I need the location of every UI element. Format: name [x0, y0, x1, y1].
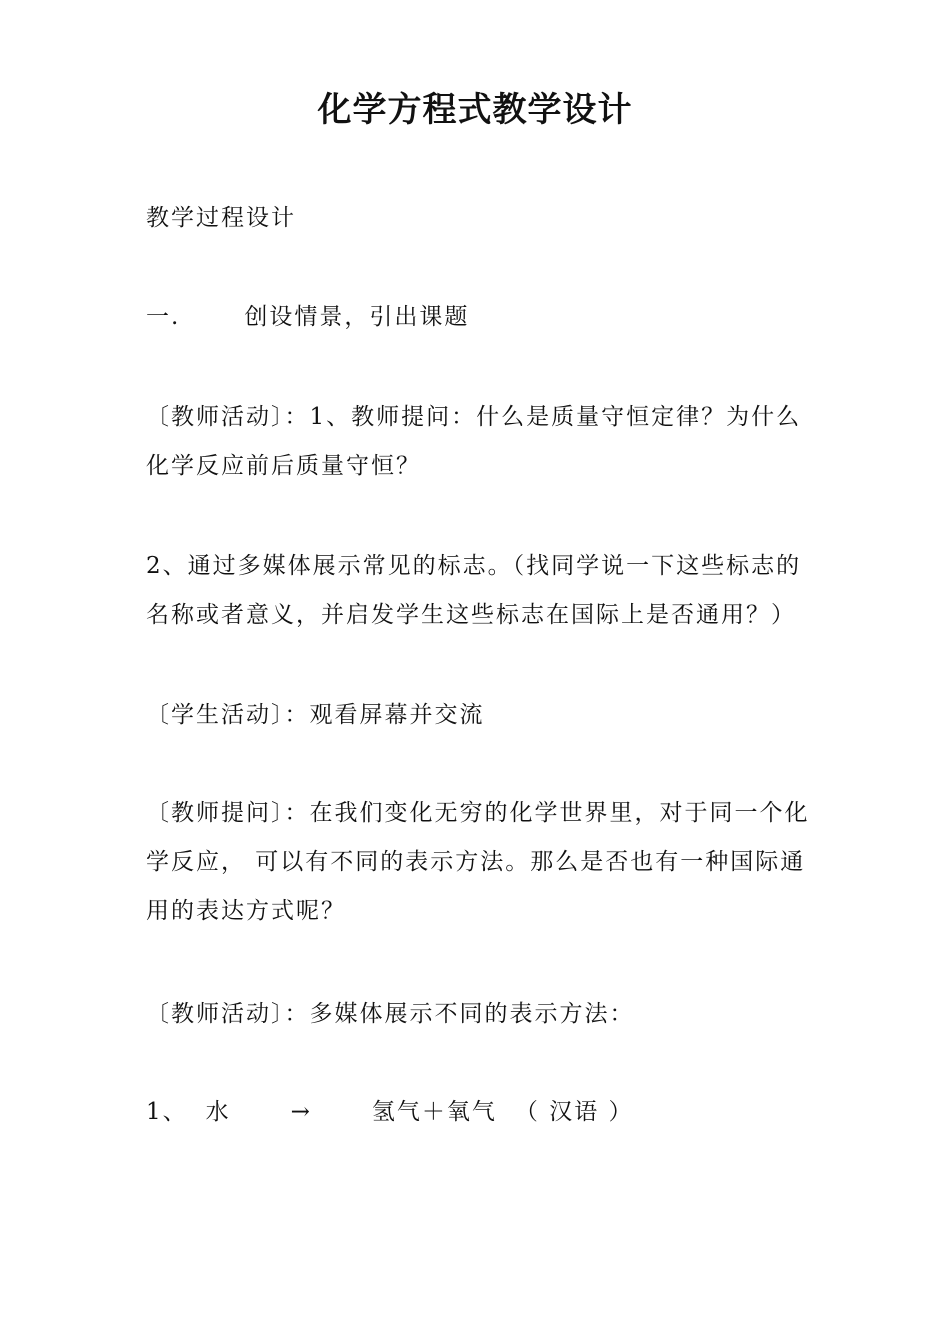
step-one-heading [146, 293, 816, 342]
equation-products: 氢气＋氧气 [371, 1099, 497, 1125]
arrow-icon: → [290, 1099, 312, 1125]
equation-number: 1、 [146, 1099, 188, 1125]
document-title: 化学方程式教学设计 [317, 90, 633, 130]
teacher-activity-paragraph: 〔教师活动〕：1、教师提问：什么是质量守恒定律？为什么化学反应前后质量守恒？ [146, 404, 802, 479]
teacher-question-paragraph: 〔教师提问〕：在我们变化无穷的化学世界里，对于同一个化学反应， 可以有不同的表示方法。那么是否也有一种国际通用的表达方式呢？ [146, 800, 810, 924]
section-heading: 教学过程设计 [146, 205, 296, 231]
step-one-text: 创设情景，引出课题 [244, 304, 470, 330]
equation-line-1 [146, 1088, 816, 1137]
step-one-number: 一. [146, 304, 181, 330]
item-two-paragraph: 2、通过多媒体展示常见的标志。（找同学说一下这些标志的名称或者意义，并启发学生这些标志在国际上是否通用？） [146, 553, 802, 628]
equation-language: （ 汉语 ） [514, 1099, 634, 1125]
teacher-activity-2-paragraph: 〔教师活动〕：多媒体展示不同的表示方法： [146, 1001, 635, 1027]
equation-reactant: 水 [205, 1099, 231, 1125]
student-activity-paragraph: 〔学生活动〕：观看屏幕并交流 [146, 702, 485, 728]
